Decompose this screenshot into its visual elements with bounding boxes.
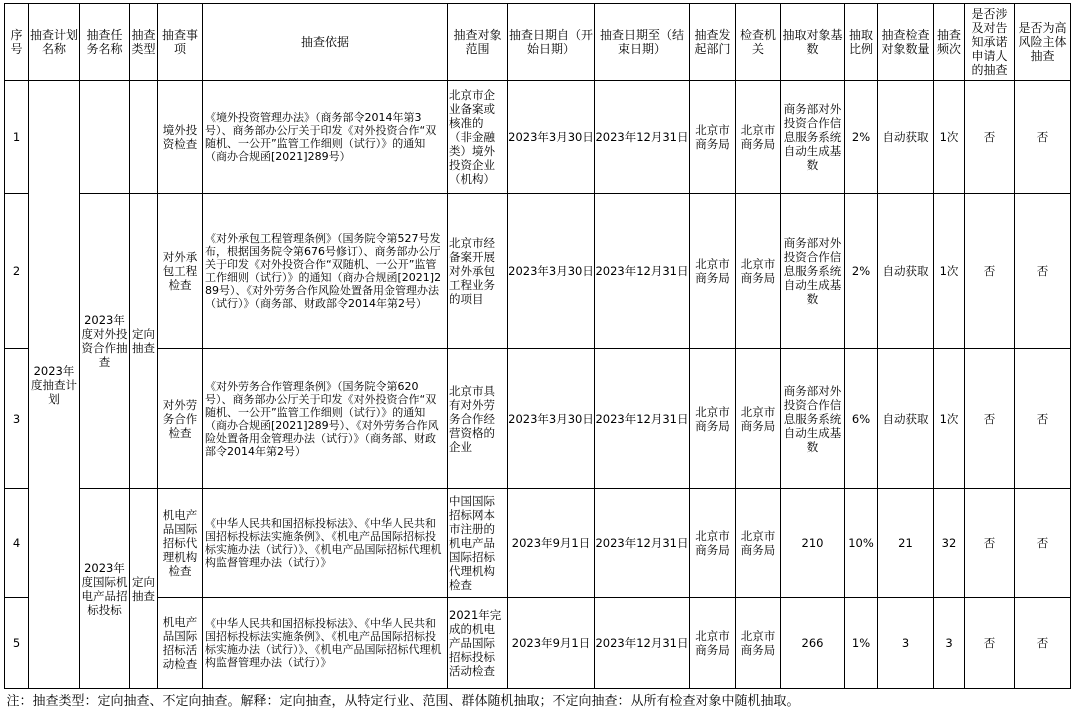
cell-scope: 北京市具有对外劳务合作经营资格的企业: [448, 349, 508, 489]
table-row: [5, 81, 1071, 194]
header-task: 抽查任务名称: [80, 4, 130, 81]
header-ratio: 抽取比例: [845, 4, 878, 81]
spot-check-plan-sheet: [4, 3, 1067, 713]
cell-item: 境外投资检查: [158, 81, 203, 194]
cell-inspector: 北京市商务局: [736, 349, 781, 489]
cell-seq: 4: [5, 489, 29, 598]
cell-base: 266: [781, 598, 845, 689]
header-count: 抽查检查对象数量: [878, 4, 934, 81]
cell-whistle: 否: [965, 81, 1015, 194]
cell-ratio: 10%: [845, 489, 878, 598]
cell-seq: 2: [5, 194, 29, 349]
header-basis: 抽查依据: [203, 4, 448, 81]
cell-type-empty: [130, 81, 158, 194]
cell-item: 对外劳务合作检查: [158, 349, 203, 489]
cell-ratio: 2%: [845, 194, 878, 349]
cell-end-date: 2023年12月31日: [595, 194, 690, 349]
cell-basis: 《中华人民共和国招标投标法》、《中华人民共和国招标投标法实施条例》、《机电产品国际招标投标实施办法（试行）》、《机电产品国际招标代理机构监督管理办法（试行）》: [203, 598, 448, 689]
cell-count: 自动获取: [878, 81, 934, 194]
cell-scope: 2021年完成的机电产品国际招标投标活动检查: [448, 598, 508, 689]
cell-item: 对外承包工程检查: [158, 194, 203, 349]
table-row: [5, 489, 1071, 598]
header-row: [5, 4, 1071, 81]
cell-task-empty: [80, 81, 130, 194]
cell-item: 机电产品国际招标代理机构检查: [158, 489, 203, 598]
header-end: 抽查日期至（结束日期）: [595, 4, 690, 81]
cell-highrisk: 否: [1015, 489, 1071, 598]
cell-base: 商务部对外投资合作信息服务系统自动生成基数: [781, 81, 845, 194]
cell-start-date: 2023年3月30日: [508, 349, 595, 489]
cell-whistle: 否: [965, 489, 1015, 598]
cell-start-date: 2023年3月30日: [508, 81, 595, 194]
spot-check-table: [4, 3, 1071, 713]
cell-start-date: 2023年9月1日: [508, 489, 595, 598]
cell-basis: 《中华人民共和国招标投标法》、《中华人民共和国招标投标法实施条例》、《机电产品国际招标投标实施办法（试行）》、《机电产品国际招标代理机构监督管理办法（试行）》: [203, 489, 448, 598]
cell-whistle: 否: [965, 194, 1015, 349]
cell-task-name: 2023年度国际机电产品招标投标: [80, 489, 130, 689]
cell-basis: 《对外承包工程管理条例》（国务院令第527号发布，根据国务院令第676号修订）、商务部办公厅关于印发《对外投资合作“双随机、一公开”监管工作细则（试行）》的通知（商办合规函[2021]289号）、《对外劳务合作风险处置备用金管理办法（试行）》（商务部、财政部令2014年第2号）: [203, 194, 448, 349]
header-start: 抽查日期自（开始日期）: [508, 4, 595, 81]
cell-basis: 《对外劳务合作管理条例》（国务院令第620号）、商务部办公厅关于印发《对外投资合作“双随机、一公开”监管工作细则（试行）》的通知（商办合规函[2021]289号）、《对外劳务合作风险处置备用金管理办法（试行）》（商务部、财政部令2014年第2号）: [203, 349, 448, 489]
cell-inspector: 北京市商务局: [736, 194, 781, 349]
cell-inspector: 北京市商务局: [736, 81, 781, 194]
cell-start-date: 2023年9月1日: [508, 598, 595, 689]
cell-ratio: 2%: [845, 81, 878, 194]
header-item: 抽查事项: [158, 4, 203, 81]
cell-highrisk: 否: [1015, 598, 1071, 689]
cell-highrisk: 否: [1015, 349, 1071, 489]
cell-item: 机电产品国际招标活动检查: [158, 598, 203, 689]
header-highrisk: 是否为高风险主体抽查: [1015, 4, 1071, 81]
cell-type: 定向抽查: [130, 194, 158, 489]
cell-initiator: 北京市商务局: [690, 489, 736, 598]
cell-inspector: 北京市商务局: [736, 489, 781, 598]
note-row: [5, 689, 1071, 714]
header-plan: 抽查计划名称: [29, 4, 80, 81]
footnote: 注：抽查类型：定向抽查、不定向抽查。解释：定向抽查，从特定行业、范围、群体随机抽取；不定向抽查：从所有检查对象中随机抽取。: [6, 694, 800, 709]
cell-inspector: 北京市商务局: [736, 598, 781, 689]
cell-whistle: 否: [965, 349, 1015, 489]
cell-seq: 3: [5, 349, 29, 489]
header-seq: 序号: [5, 4, 29, 81]
cell-freq: 1次: [934, 349, 965, 489]
cell-count: 21: [878, 489, 934, 598]
cell-scope: 北京市企业备案或核准的（非金融类）境外投资企业（机构）: [448, 81, 508, 194]
cell-highrisk: 否: [1015, 81, 1071, 194]
cell-end-date: 2023年12月31日: [595, 598, 690, 689]
cell-freq: 1次: [934, 194, 965, 349]
cell-initiator: 北京市商务局: [690, 349, 736, 489]
cell-freq: 1次: [934, 81, 965, 194]
table-row: [5, 194, 1071, 349]
header-freq: 抽查频次: [934, 4, 965, 81]
cell-seq: 5: [5, 598, 29, 689]
cell-freq: 32: [934, 489, 965, 598]
cell-end-date: 2023年12月31日: [595, 349, 690, 489]
table-row: [5, 349, 1071, 489]
cell-count: 自动获取: [878, 349, 934, 489]
cell-count: 3: [878, 598, 934, 689]
header-scope: 抽查对象范围: [448, 4, 508, 81]
cell-whistle: 否: [965, 598, 1015, 689]
cell-base: 商务部对外投资合作信息服务系统自动生成基数: [781, 194, 845, 349]
cell-base: 210: [781, 489, 845, 598]
cell-ratio: 6%: [845, 349, 878, 489]
header-type: 抽查类型: [130, 4, 158, 81]
header-inspector: 检查机关: [736, 4, 781, 81]
cell-initiator: 北京市商务局: [690, 81, 736, 194]
table-row: [5, 598, 1071, 689]
cell-type: 定向抽查: [130, 489, 158, 689]
cell-scope: 北京市经备案开展对外承包工程业务的项目: [448, 194, 508, 349]
cell-plan-name: 2023年度抽查计划: [29, 81, 80, 689]
cell-highrisk: 否: [1015, 194, 1071, 349]
cell-start-date: 2023年3月30日: [508, 194, 595, 349]
cell-end-date: 2023年12月31日: [595, 489, 690, 598]
cell-end-date: 2023年12月31日: [595, 81, 690, 194]
header-whistle: 是否涉及对告知承诺申请人的抽查: [965, 4, 1015, 81]
cell-initiator: 北京市商务局: [690, 194, 736, 349]
cell-scope: 中国国际招标网本市注册的机电产品国际招标代理机构检查: [448, 489, 508, 598]
cell-count: 自动获取: [878, 194, 934, 349]
header-base: 抽取对象基数: [781, 4, 845, 81]
header-initiator: 抽查发起部门: [690, 4, 736, 81]
cell-ratio: 1%: [845, 598, 878, 689]
cell-base: 商务部对外投资合作信息服务系统自动生成基数: [781, 349, 845, 489]
cell-freq: 3: [934, 598, 965, 689]
cell-task-name: 2023年度对外投资合作抽查: [80, 194, 130, 489]
cell-initiator: 北京市商务局: [690, 598, 736, 689]
cell-seq: 1: [5, 81, 29, 194]
cell-basis: 《境外投资管理办法》（商务部令2014年第3号）、商务部办公厅关于印发《对外投资合作“双随机、一公开”监管工作细则（试行）》的通知（商办合规函[2021]289号）: [203, 81, 448, 194]
